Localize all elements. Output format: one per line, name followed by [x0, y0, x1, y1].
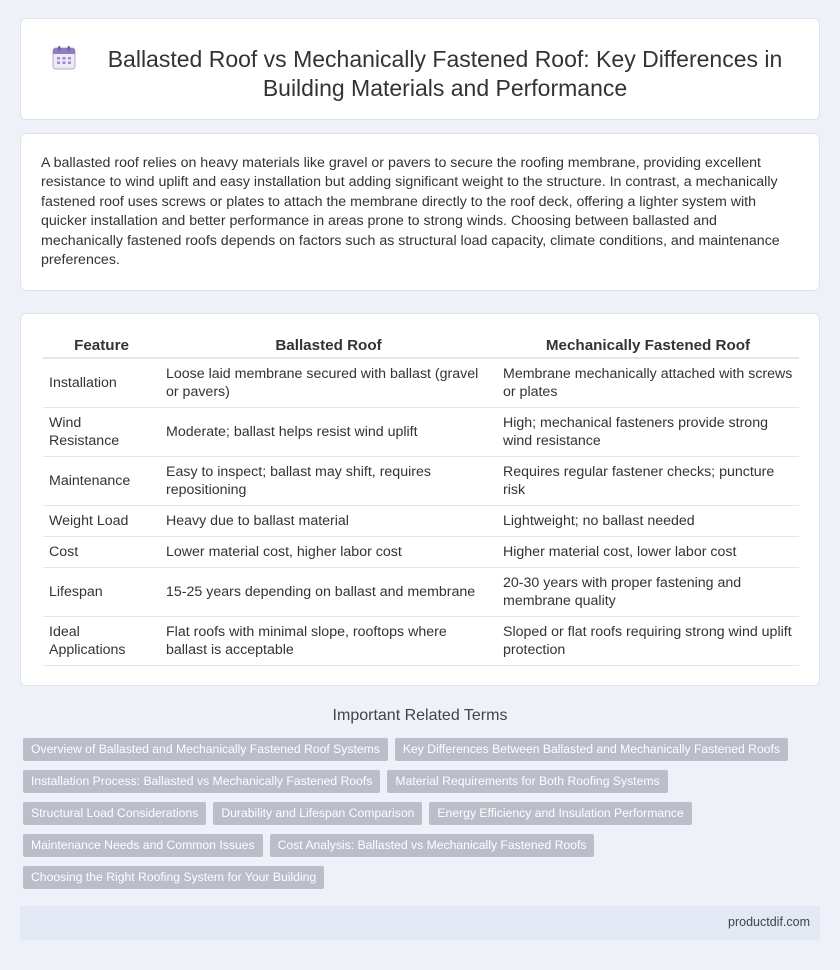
page-title: Ballasted Roof vs Mechanically Fastened Roof: Key Differences in Building Materials and Performance — [107, 46, 783, 101]
related-term-tag[interactable]: Structural Load Considerations — [23, 802, 206, 825]
intro-card — [20, 133, 820, 291]
related-term-tag[interactable]: Durability and Lifespan Comparison — [213, 802, 422, 825]
column-header-mechanical: Mechanically Fastened Roof — [497, 334, 799, 358]
table-row — [43, 536, 799, 567]
mechanical-cell: Membrane mechanically attached with screws or plates — [497, 358, 799, 407]
calendar-grid-icon — [51, 45, 77, 71]
table-header-row — [43, 334, 799, 358]
feature-cell: Weight Load — [43, 505, 160, 536]
related-terms-list — [23, 738, 803, 898]
ballasted-cell: Moderate; ballast helps resist wind uplift — [160, 407, 497, 456]
feature-cell: Cost — [43, 536, 160, 567]
intro-paragraph: A ballasted roof relies on heavy materials like gravel or pavers to secure the roofing membrane, providing excellent resistance to wind uplift and easy installation but adding significant weight to the structure. In contrast, a mechanically fastened roof uses screws or plates to attach the membrane directly to the roof deck, offering a lighter system with quicker installation and better performance in areas prone to strong winds. Choosing between ballasted and mechanically fastened roofs depends on factors such as structural load capacity, climate conditions, and maintenance preferences. — [41, 155, 780, 269]
footer-site-link[interactable]: productdif.com — [728, 915, 810, 929]
ballasted-cell: 15-25 years depending on ballast and membrane — [160, 567, 497, 616]
ballasted-cell: Lower material cost, higher labor cost — [160, 536, 497, 567]
table-row — [43, 616, 799, 665]
related-term-tag[interactable]: Overview of Ballasted and Mechanically Fastened Roof Systems — [23, 738, 388, 761]
table-row — [43, 407, 799, 456]
feature-cell: Installation — [43, 358, 160, 407]
comparison-table — [43, 334, 799, 666]
related-term-tag[interactable]: Energy Efficiency and Insulation Performance — [429, 802, 691, 825]
related-term-tag[interactable]: Choosing the Right Roofing System for Your Building — [23, 866, 324, 889]
mechanical-cell: Higher material cost, lower labor cost — [497, 536, 799, 567]
mechanical-cell: Sloped or flat roofs requiring strong wind uplift protection — [497, 616, 799, 665]
ballasted-cell: Easy to inspect; ballast may shift, requires repositioning — [160, 456, 497, 505]
table-row — [43, 456, 799, 505]
table-row — [43, 567, 799, 616]
footer-bar — [20, 906, 820, 940]
column-header-ballasted: Ballasted Roof — [160, 334, 497, 358]
related-term-tag[interactable]: Installation Process: Ballasted vs Mechanically Fastened Roofs — [23, 770, 380, 793]
related-terms-heading: Important Related Terms — [332, 707, 508, 724]
mechanical-cell: Lightweight; no ballast needed — [497, 505, 799, 536]
mechanical-cell: Requires regular fastener checks; puncture risk — [497, 456, 799, 505]
ballasted-cell: Loose laid membrane secured with ballast (gravel or pavers) — [160, 358, 497, 407]
table-row — [43, 358, 799, 407]
feature-cell: Wind Resistance — [43, 407, 160, 456]
related-term-tag[interactable]: Maintenance Needs and Common Issues — [23, 834, 263, 857]
feature-cell: Lifespan — [43, 567, 160, 616]
mechanical-cell: 20-30 years with proper fastening and membrane quality — [497, 567, 799, 616]
related-term-tag[interactable]: Key Differences Between Ballasted and Mechanically Fastened Roofs — [395, 738, 788, 761]
mechanical-cell: High; mechanical fasteners provide strong wind resistance — [497, 407, 799, 456]
feature-cell: Maintenance — [43, 456, 160, 505]
ballasted-cell: Flat roofs with minimal slope, rooftops where ballast is acceptable — [160, 616, 497, 665]
ballasted-cell: Heavy due to ballast material — [160, 505, 497, 536]
table-row — [43, 505, 799, 536]
feature-cell: Ideal Applications — [43, 616, 160, 665]
comparison-card — [20, 313, 820, 686]
related-term-tag[interactable]: Material Requirements for Both Roofing Systems — [387, 770, 667, 793]
related-term-tag[interactable]: Cost Analysis: Ballasted vs Mechanically Fastened Roofs — [270, 834, 595, 857]
header-card — [20, 18, 820, 120]
column-header-feature: Feature — [43, 334, 160, 358]
